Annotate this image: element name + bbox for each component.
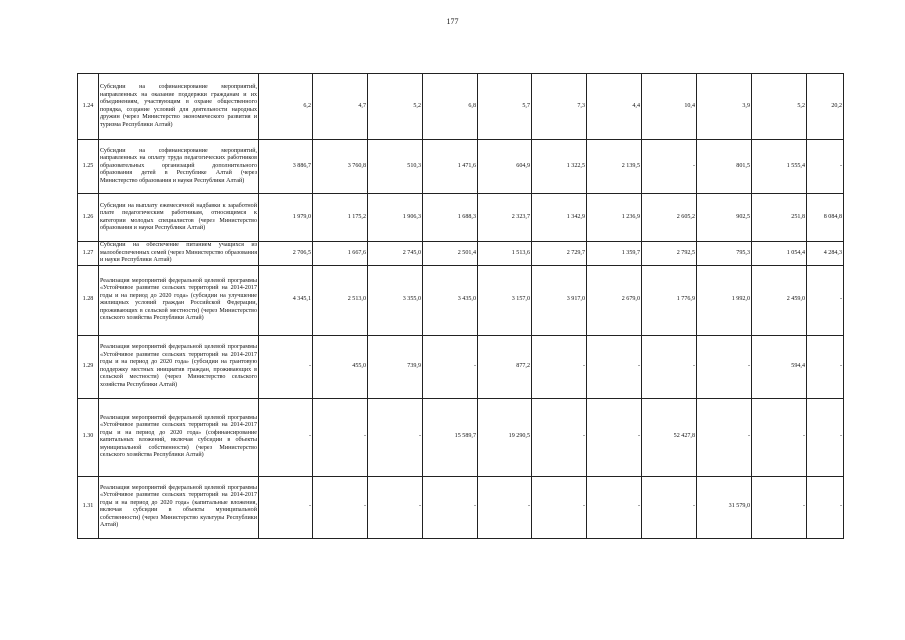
- value-cell: 3 917,0: [532, 265, 587, 335]
- value-cell: -: [807, 265, 844, 335]
- table-row: [78, 74, 844, 140]
- value-cell: 739,9: [368, 335, 423, 398]
- row-number: 1.24: [78, 74, 99, 140]
- value-cell: 52 427,8: [642, 398, 697, 476]
- value-cell: 1 471,6: [423, 140, 478, 194]
- value-cell: -: [423, 476, 478, 538]
- value-cell: 1 667,6: [313, 242, 368, 266]
- value-cell: 3 157,0: [478, 265, 532, 335]
- table-row: [78, 476, 844, 538]
- value-cell: -: [313, 476, 368, 538]
- row-number: 1.27: [78, 242, 99, 266]
- value-cell: -: [532, 335, 587, 398]
- value-cell: 2 323,7: [478, 194, 532, 242]
- value-cell: -: [642, 140, 697, 194]
- value-cell: 3 435,0: [423, 265, 478, 335]
- table-row: [78, 194, 844, 242]
- value-cell: -: [478, 476, 532, 538]
- value-cell: 1 776,9: [642, 265, 697, 335]
- value-cell: 1 359,7: [587, 242, 642, 266]
- value-cell: 2 745,0: [368, 242, 423, 266]
- row-number: 1.30: [78, 398, 99, 476]
- value-cell: 3,9: [697, 74, 752, 140]
- value-cell: -: [368, 398, 423, 476]
- value-cell: 4 284,3: [807, 242, 844, 266]
- value-cell: 5,7: [478, 74, 532, 140]
- table-row: [78, 140, 844, 194]
- value-cell: 2 513,0: [313, 265, 368, 335]
- value-cell: 2 679,0: [587, 265, 642, 335]
- value-cell: 2 605,2: [642, 194, 697, 242]
- table-row: [78, 335, 844, 398]
- row-description: Реализация мероприятий федеральной целевой программы «Устойчивое развитие сельских территорий на 2014-2017 годы и на период до 2020 года» (софинансирование капитальных вложений, включая субсидии в объекты муниципальной собственности) (через Министерство сельского хозяйства Республики Алтай): [99, 398, 259, 476]
- value-cell: 6,8: [423, 74, 478, 140]
- value-cell: 31 579,0: [697, 476, 752, 538]
- value-cell: -: [752, 398, 807, 476]
- value-cell: 1 236,9: [587, 194, 642, 242]
- table-row: [78, 265, 844, 335]
- row-number: 1.29: [78, 335, 99, 398]
- row-number: 1.25: [78, 140, 99, 194]
- value-cell: 2 139,5: [587, 140, 642, 194]
- table-row: [78, 242, 844, 266]
- value-cell: 1 979,0: [259, 194, 313, 242]
- row-description: Субсидии на софинансирование мероприятий, направленных на оплату труда педагогических работников образовательных организаций дополнительного образования детей в Республике Алтай (через Министерство образования и науки Республики Алтай): [99, 140, 259, 194]
- value-cell: 3 886,7: [259, 140, 313, 194]
- value-cell: -: [587, 335, 642, 398]
- value-cell: 510,3: [368, 140, 423, 194]
- row-description: Реализация мероприятий федеральной целевой программы «Устойчивое развитие сельских территорий на 2014-2017 годы и на период до 2020 года» (субсидии на грантовую поддержку местных инициатив граждан, проживающих в сельской местности) (через Министерство сельского хозяйства Республики Алтай): [99, 335, 259, 398]
- value-cell: -: [752, 476, 807, 538]
- value-cell: -: [587, 476, 642, 538]
- value-cell: 5,2: [752, 74, 807, 140]
- value-cell: 2 792,5: [642, 242, 697, 266]
- value-cell: 1 342,9: [532, 194, 587, 242]
- value-cell: -: [368, 476, 423, 538]
- value-cell: 594,4: [752, 335, 807, 398]
- value-cell: -: [587, 398, 642, 476]
- budget-table: [77, 73, 844, 539]
- value-cell: -: [697, 335, 752, 398]
- row-description: Субсидии на выплату ежемесячной надбавки к заработной плате педагогическим работникам, относящимся к категории молодых специалистов (через Министерство образования и науки Республики Алтай): [99, 194, 259, 242]
- value-cell: 801,5: [697, 140, 752, 194]
- value-cell: 4,7: [313, 74, 368, 140]
- value-cell: -: [259, 335, 313, 398]
- value-cell: -: [259, 476, 313, 538]
- value-cell: 2 501,4: [423, 242, 478, 266]
- row-description: Реализация мероприятий федеральной целевой программы «Устойчивое развитие сельских территорий на 2014-2017 годы и на период до 2020 года» (субсидии на улучшение жилищных условий граждан Российской Федерации, проживающих в сельской местности) (через Министерство сельского хозяйства Республики Алтай): [99, 265, 259, 335]
- row-number: 1.28: [78, 265, 99, 335]
- value-cell: -: [642, 335, 697, 398]
- value-cell: -: [697, 398, 752, 476]
- value-cell: 20,2: [807, 74, 844, 140]
- value-cell: 19 290,5: [478, 398, 532, 476]
- value-cell: -: [807, 140, 844, 194]
- value-cell: -: [807, 398, 844, 476]
- value-cell: 1 688,3: [423, 194, 478, 242]
- value-cell: -: [532, 398, 587, 476]
- value-cell: 8 084,8: [807, 194, 844, 242]
- value-cell: 2 459,0: [752, 265, 807, 335]
- value-cell: 5,2: [368, 74, 423, 140]
- value-cell: -: [807, 335, 844, 398]
- value-cell: 6,2: [259, 74, 313, 140]
- value-cell: 251,8: [752, 194, 807, 242]
- value-cell: 1 054,4: [752, 242, 807, 266]
- value-cell: 1 513,6: [478, 242, 532, 266]
- value-cell: 1 555,4: [752, 140, 807, 194]
- page-number: 177: [446, 17, 459, 26]
- row-description: Субсидии на софинансирование мероприятий, направленных на оказание поддержки гражданам и их объединениям, участвующим в охране общественного порядка, создание условий для деятельности народных дружин (через Министерство экономического развития и туризма Республики Алтай): [99, 74, 259, 140]
- value-cell: 3 355,0: [368, 265, 423, 335]
- value-cell: 902,5: [697, 194, 752, 242]
- value-cell: -: [642, 476, 697, 538]
- value-cell: 455,0: [313, 335, 368, 398]
- value-cell: 3 760,8: [313, 140, 368, 194]
- value-cell: -: [259, 398, 313, 476]
- value-cell: 795,3: [697, 242, 752, 266]
- value-cell: 4,4: [587, 74, 642, 140]
- value-cell: -: [532, 476, 587, 538]
- value-cell: 604,9: [478, 140, 532, 194]
- row-number: 1.26: [78, 194, 99, 242]
- value-cell: -: [313, 398, 368, 476]
- value-cell: 877,2: [478, 335, 532, 398]
- value-cell: 2 729,7: [532, 242, 587, 266]
- value-cell: 2 706,5: [259, 242, 313, 266]
- value-cell: 1 906,3: [368, 194, 423, 242]
- row-description: Субсидии на обеспечение питанием учащихся из малообеспеченных семей (через Министерство образования и науки Республики Алтай): [100, 242, 257, 263]
- value-cell: 4 345,1: [259, 265, 313, 335]
- row-description: Реализация мероприятий федеральной целевой программы «Устойчивое развитие сельских территорий на 2014-2017 годы и на период до 2020 года» (капитальные вложения, включая субсидии в объекты муниципальной собственности) (через Министерство культуры Республики Алтай): [99, 476, 259, 538]
- value-cell: 10,4: [642, 74, 697, 140]
- row-number: 1.31: [78, 476, 99, 538]
- value-cell: 7,3: [532, 74, 587, 140]
- value-cell: -: [807, 476, 844, 538]
- table-row: [78, 398, 844, 476]
- value-cell: 1 175,2: [313, 194, 368, 242]
- value-cell: 1 322,5: [532, 140, 587, 194]
- value-cell: 15 589,7: [423, 398, 478, 476]
- value-cell: -: [423, 335, 478, 398]
- value-cell: 1 992,0: [697, 265, 752, 335]
